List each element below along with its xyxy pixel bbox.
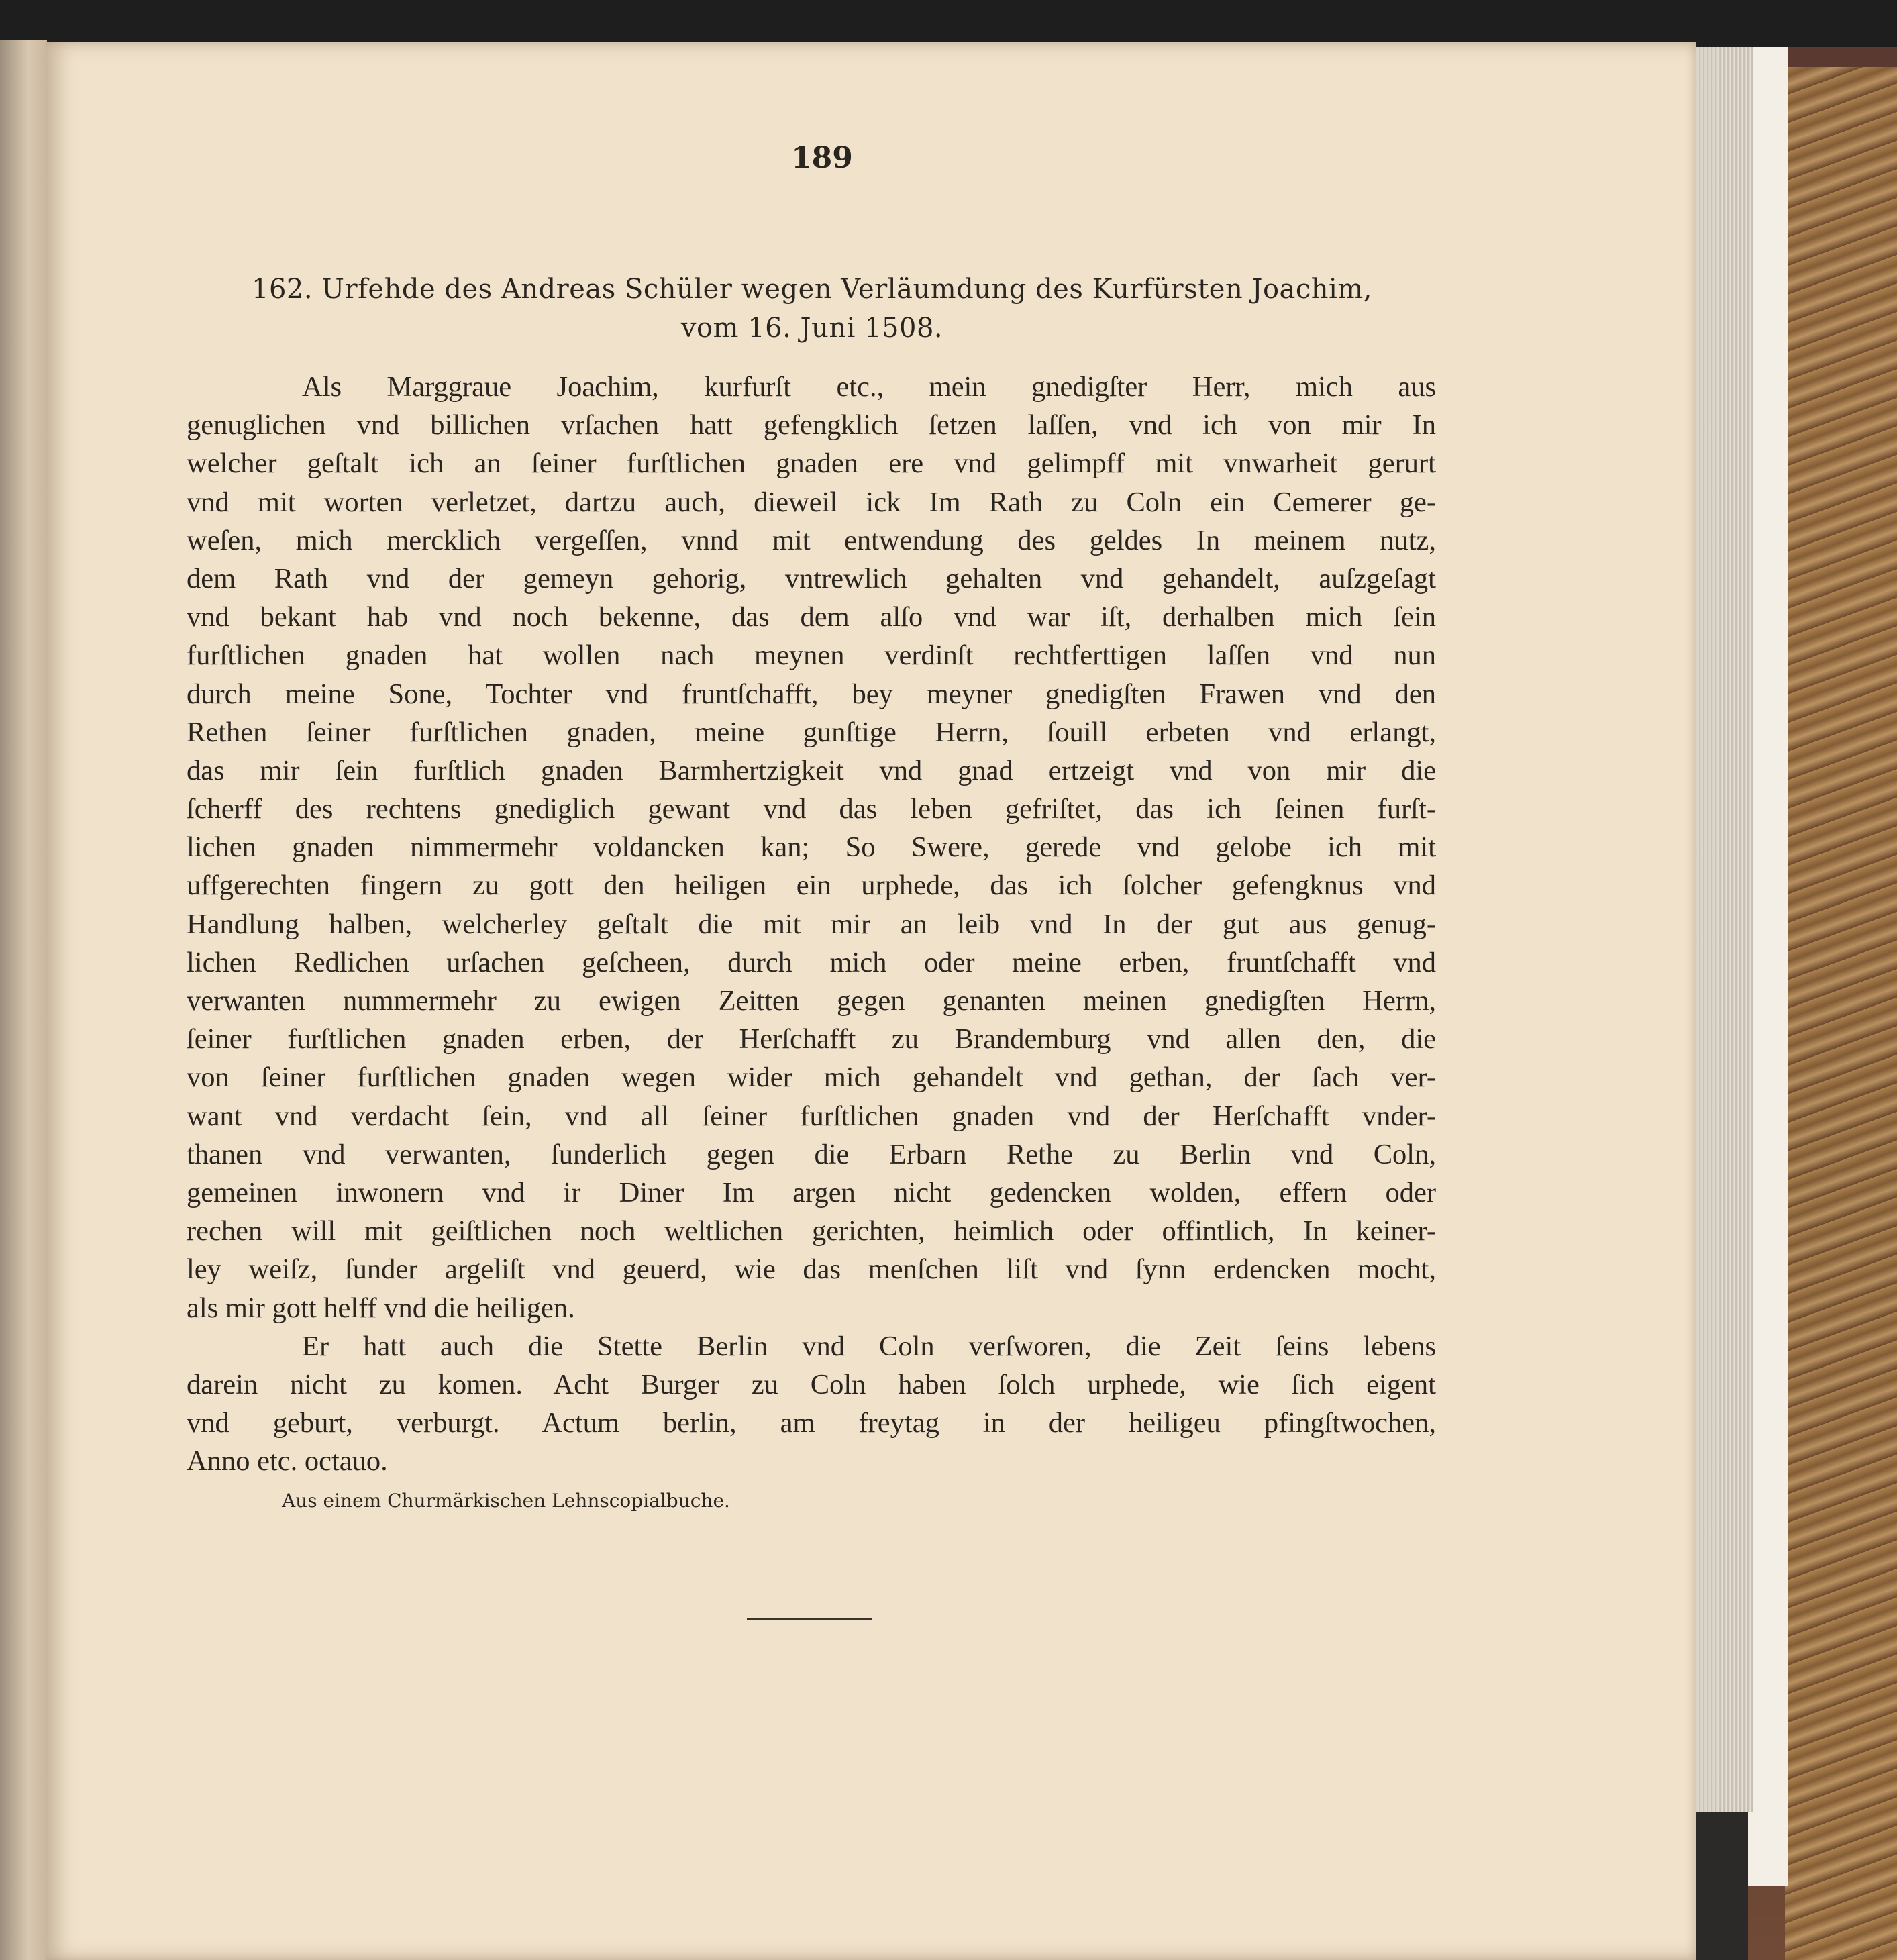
heading-line-2: vom 16. Juni 1508. bbox=[680, 313, 943, 344]
text-line: uffgerechten fingern zu gott den heiligen ein urphede, das ich ſolcher gefengknus vnd bbox=[187, 870, 1436, 902]
text-line: das mir ſein furſtlich gnaden Barmhertzigkeit vnd gnad ertzeigt vnd von mir die bbox=[187, 754, 1436, 786]
text-line: vnd mit worten verletzet, dartzu auch, dieweil ick Im Rath zu Coln ein Cemerer ge- bbox=[187, 486, 1436, 518]
text-line: vnd bekant hab vnd noch bekenne, das dem alſo vnd war iſt, derhalben mich ſein bbox=[187, 601, 1436, 633]
source-note: Aus einem Churmärkischen Lehnscopialbuche. bbox=[282, 1490, 730, 1512]
text-line: Handlung halben, welcherley geſtalt die mit mir an leib vnd In der gut aus genug- bbox=[187, 908, 1436, 940]
text-line: want vnd verdacht ſein, vnd all ſeiner furſtlichen gnaden vnd der Herſchafft vnder- bbox=[187, 1100, 1436, 1132]
text-line: genuglichen vnd billichen vrſachen hatt gefengklich ſetzen laſſen, vnd ich von mir In bbox=[187, 409, 1436, 442]
page-edges bbox=[1688, 47, 1753, 1812]
text-line: dem Rath vnd der gemeyn gehorig, vntrewlich gehalten vnd gehandelt, auſzgeſagt bbox=[187, 562, 1436, 595]
text-line: lichen gnaden nimmermehr voldancken kan; So Swere, gerede vnd gelobe ich mit bbox=[187, 831, 1436, 864]
endpaper bbox=[1748, 47, 1788, 1886]
text-line: furſtlichen gnaden hat wollen nach meynen verdinſt rechtferttigen laſſen vnd nun bbox=[187, 639, 1436, 672]
text-line: als mir gott helff vnd die heiligen. bbox=[187, 1292, 575, 1324]
section-divider bbox=[747, 1618, 872, 1620]
scan-background bbox=[0, 0, 1897, 47]
heading-line-1: 162. Urfehde des Andreas Schüler wegen Verläumdung des Kurfürsten Joachim, bbox=[252, 274, 1372, 305]
text-line: Rethen ſeiner furſtlichen gnaden, meine gunſtige Herrn, ſouill erbeten vnd erlangt, bbox=[187, 716, 1436, 748]
text-line: ſcherff des rechtens gnediglich gewant vnd das leben gefriſtet, das ich ſeinen furſt- bbox=[187, 793, 1436, 825]
text-line: von ſeiner furſtlichen gnaden wegen wider mich gehandelt vnd gethan, der ſach ver- bbox=[187, 1062, 1436, 1094]
text-line: Als Marggraue Joachim, kurfurſt etc., mein gnedigſter Herr, mich aus bbox=[302, 371, 1436, 403]
text-line: gemeinen inwonern vnd ir Diner Im argen nicht gedencken wolden, effern oder bbox=[187, 1176, 1436, 1208]
text-line: Er hatt auch die Stette Berlin vnd Coln verſworen, die Zeit ſeins lebens bbox=[302, 1330, 1436, 1362]
text-line: ley weiſz, ſunder argeliſt vnd geuerd, wie das menſchen liſt vnd ſynn erdencken mocht, bbox=[187, 1253, 1436, 1286]
page-number: 189 bbox=[791, 141, 853, 175]
text-line: welcher geſtalt ich an ſeiner furſtlichen gnaden ere vnd gelimpff mit vnwarheit gerurt bbox=[187, 448, 1436, 480]
text-line: rechen will mit geiſtlichen noch weltlichen gerichten, heimlich oder offintlich, In keiner- bbox=[187, 1215, 1436, 1247]
text-line: vnd geburt, verburgt. Actum berlin, am freytag in der heiligeu pfingſtwochen, bbox=[187, 1407, 1436, 1439]
text-line: durch meine Sone, Tochter vnd fruntſchafft, bey meyner gnedigſten Frawen vnd den bbox=[187, 678, 1436, 710]
text-line: weſen, mich mercklich vergeſſen, vnnd mit entwendung des geldes In meinem nutz, bbox=[187, 524, 1436, 556]
left-page-edge bbox=[0, 40, 47, 1960]
document-heading bbox=[174, 270, 1449, 348]
text-line: lichen Redlichen urſachen geſcheen, durch mich oder meine erben, fruntſchafft vnd bbox=[187, 946, 1436, 978]
text-line: verwanten nummermehr zu ewigen Zeitten gegen genanten meinen gnedigſten Herrn, bbox=[187, 985, 1436, 1017]
text-line: darein nicht zu komen. Acht Burger zu Coln haben ſolch urphede, wie ſich eigent bbox=[187, 1368, 1436, 1400]
text-line: thanen vnd verwanten, ſunderlich gegen die Erbarn Rethe zu Berlin vnd Coln, bbox=[187, 1138, 1436, 1170]
marbled-cover-board bbox=[1785, 67, 1897, 1960]
text-line: ſeiner furſtlichen gnaden erben, der Herſchafft zu Brandemburg vnd allen den, die bbox=[187, 1023, 1436, 1055]
document-body bbox=[187, 368, 1436, 1480]
text-line: Anno etc. octauo. bbox=[187, 1445, 388, 1478]
